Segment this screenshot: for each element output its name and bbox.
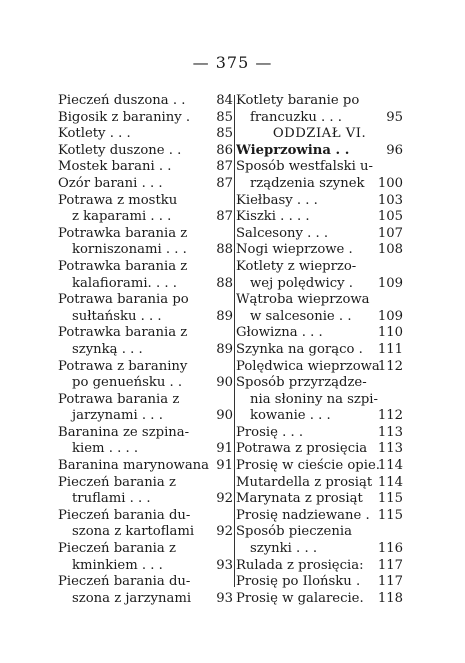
entry-title: Wątroba wieprzowa <box>236 292 370 308</box>
entry-title: Bigosik z baraniny . <box>58 109 191 125</box>
entry-page-number: 87 <box>216 159 233 175</box>
entry-title: z kaparami . . . <box>72 209 172 225</box>
entry-title: korniszonami . . . <box>72 242 187 258</box>
index-entry <box>236 325 403 342</box>
index-entry <box>58 359 233 392</box>
entry-title: Wieprzowina . . <box>236 142 350 158</box>
entry-title: Pieczeń duszona . . <box>58 93 186 108</box>
index-entry <box>236 126 403 143</box>
entry-title: Mostek barani . . <box>58 159 172 175</box>
entry-title: Prosię . . . <box>236 424 304 440</box>
entry-page-number: 93 <box>216 590 233 606</box>
entry-page-number: 85 <box>216 109 233 125</box>
column-divider <box>234 95 235 587</box>
entry-page-number: 107 <box>377 225 403 241</box>
entry-title: Kotlety z wieprzo- <box>236 258 357 274</box>
entry-title: Kotlety duszone . . <box>58 142 182 158</box>
entry-page-number: 86 <box>216 142 233 158</box>
entry-page-number: 117 <box>377 557 403 573</box>
entry-title: Ozór barani . . . <box>58 175 163 191</box>
index-entry <box>236 359 403 376</box>
entry-page-number: 91 <box>216 458 233 474</box>
index-entry <box>236 143 403 160</box>
entry-title: kminkiem . . . <box>72 557 163 573</box>
entry-title: Pieczeń barania du- <box>58 574 191 590</box>
entry-page-number: 114 <box>377 474 403 490</box>
entry-title: Potrawa barania z <box>58 391 180 407</box>
entry-page-number: 108 <box>377 242 403 258</box>
index-entry <box>58 110 233 127</box>
entry-page-number: 88 <box>216 275 233 291</box>
index-entry <box>236 458 403 475</box>
entry-title: Marynata z prosiąt <box>236 491 363 507</box>
entry-title: Pieczeń barania z <box>58 541 176 557</box>
index-entry <box>58 541 233 574</box>
entry-title: Potrawka barania z <box>58 225 188 241</box>
index-entry <box>236 226 403 243</box>
entry-title: Kotlety baranie po <box>236 93 360 108</box>
entry-title: jarzynami . . . <box>72 408 163 424</box>
entry-page-number: 113 <box>377 424 403 440</box>
entry-title: Mutardella z prosiąt <box>236 474 373 490</box>
entry-page-number: 115 <box>377 507 403 523</box>
entry-page-number: 105 <box>377 209 403 225</box>
index-entry <box>58 574 233 607</box>
index-entry <box>58 126 233 143</box>
index-entry <box>58 392 233 425</box>
entry-title: Baranina marynowana <box>58 458 210 474</box>
entry-page-number: 114 <box>377 458 403 474</box>
entry-title: Pieczeń barania du- <box>58 507 191 523</box>
entry-page-number: 87 <box>216 209 233 225</box>
entry-title: Potrawka barania z <box>58 258 188 274</box>
index-entry <box>58 159 233 176</box>
entry-page-number: 92 <box>216 491 233 507</box>
entry-title: Baranina ze szpina- <box>58 424 190 440</box>
index-entry <box>236 508 403 525</box>
entry-page-number: 84 <box>216 93 233 108</box>
entry-page-number: 87 <box>216 175 233 191</box>
entry-page-number: 103 <box>377 192 403 208</box>
right-column <box>236 93 403 607</box>
entry-title: w salcesonie . . <box>250 308 352 324</box>
entry-page-number: 115 <box>377 491 403 507</box>
section-heading: ODDZIAŁ VI. <box>272 126 367 142</box>
index-entry <box>236 491 403 508</box>
entry-page-number: 113 <box>377 441 403 457</box>
entry-page-number: 109 <box>377 275 403 291</box>
entry-title: szona z jarzynami <box>72 590 192 606</box>
entry-title: Nogi wieprzowe . <box>236 242 353 258</box>
index-entry <box>58 475 233 508</box>
entry-title: Kotlety . . . <box>58 126 131 142</box>
entry-title: Potrawa z prosięcia <box>236 441 368 457</box>
index-columns <box>58 93 403 606</box>
entry-page-number: 89 <box>216 341 233 357</box>
entry-title: Rulada z prosięcia: <box>236 557 364 573</box>
index-entry <box>236 591 403 608</box>
index-entry <box>58 325 233 358</box>
index-entry <box>236 475 403 492</box>
index-entry <box>236 524 403 557</box>
entry-title: szynką . . . <box>72 341 143 357</box>
entry-page-number: 116 <box>377 541 403 557</box>
entry-title: Prosię w cieście opie. <box>236 458 380 474</box>
index-entry <box>236 292 403 325</box>
index-entry <box>58 226 233 259</box>
entry-page-number: 95 <box>386 109 403 125</box>
entry-title: francuzku . . . <box>250 109 343 125</box>
index-entry <box>58 193 233 226</box>
entry-page-number: 96 <box>386 142 403 158</box>
entry-title: szynki . . . <box>250 541 318 557</box>
entry-title: Szynka na gorąco . <box>236 341 363 357</box>
left-column <box>58 93 233 607</box>
entry-title: Potrawa z mostku <box>58 192 178 208</box>
entry-title: Sposób przyrządze- <box>236 375 367 391</box>
entry-title: kalafiorami. . . . <box>72 275 177 291</box>
index-entry <box>236 93 403 126</box>
index-entry <box>236 375 403 425</box>
index-entry <box>236 159 403 192</box>
entry-title: Potrawa barania po <box>58 292 189 308</box>
index-entry <box>236 242 403 259</box>
entry-title: wej polędwicy . <box>250 275 353 291</box>
entry-title: Głowizna . . . <box>236 325 323 341</box>
entry-title: Polędwica wieprzowa <box>236 358 380 374</box>
index-entry <box>236 342 403 359</box>
index-entry <box>58 292 233 325</box>
entry-page-number: 91 <box>216 441 233 457</box>
entry-title: kowanie . . . <box>250 408 331 424</box>
index-entry <box>58 425 233 458</box>
index-entry <box>236 558 403 575</box>
entry-title: Kiełbasy . . . <box>236 192 318 208</box>
index-entry <box>236 209 403 226</box>
entry-title: Pieczeń barania z <box>58 474 176 490</box>
index-entry <box>58 458 233 475</box>
index-entry <box>58 176 233 193</box>
entry-title: nia słoniny na szpi- <box>250 391 378 407</box>
entry-title: Sposób westfalski u- <box>236 159 373 175</box>
entry-title: Sposób pieczenia <box>236 524 352 540</box>
entry-title: Salcesony . . . <box>236 225 329 241</box>
index-entry <box>236 574 403 591</box>
entry-title: truflami . . . <box>72 491 151 507</box>
entry-title: Prosię po Ilońsku . <box>236 574 361 590</box>
entry-page-number: 85 <box>216 126 233 142</box>
index-entry <box>236 441 403 458</box>
index-entry <box>58 508 233 541</box>
entry-title: rządzenia szynek <box>250 175 365 191</box>
index-entry <box>236 259 403 292</box>
index-entry <box>236 193 403 210</box>
index-entry <box>58 143 233 160</box>
entry-title: Prosię nadziewane . <box>236 507 370 523</box>
entry-page-number: 112 <box>377 408 403 424</box>
entry-page-number: 93 <box>216 557 233 573</box>
page-number: — 375 — <box>192 53 273 72</box>
entry-page-number: 100 <box>377 175 403 191</box>
entry-page-number: 92 <box>216 524 233 540</box>
entry-page-number: 90 <box>216 408 233 424</box>
entry-page-number: 90 <box>216 375 233 391</box>
entry-page-number: 112 <box>377 358 403 374</box>
entry-title: sułtańsku . . . <box>72 308 162 324</box>
entry-title: po genueńsku . . <box>72 375 183 391</box>
entry-page-number: 110 <box>377 325 403 341</box>
entry-page-number: 117 <box>377 574 403 590</box>
entry-title: Potrawa z baraniny <box>58 358 188 374</box>
index-entry <box>58 259 233 292</box>
entry-title: szona z kartoflami <box>72 524 195 540</box>
entry-page-number: 109 <box>377 308 403 324</box>
entry-title: Prosię w galarecie. <box>236 590 364 606</box>
entry-page-number: 88 <box>216 242 233 258</box>
index-entry <box>236 425 403 442</box>
index-entry <box>58 93 233 110</box>
entry-page-number: 118 <box>377 590 403 606</box>
entry-title: kiem . . . . <box>72 441 139 457</box>
entry-page-number: 111 <box>377 341 403 357</box>
entry-title: Kiszki . . . . <box>236 209 310 225</box>
entry-title: Potrawka barania z <box>58 325 188 341</box>
entry-page-number: 89 <box>216 308 233 324</box>
